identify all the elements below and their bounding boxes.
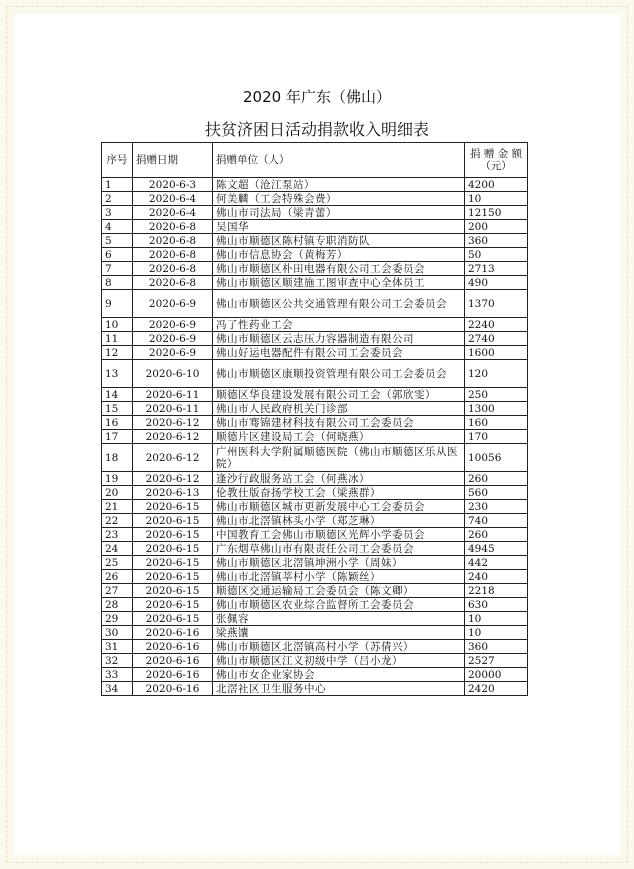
table-row [102,318,528,332]
row-donor: 佛山市信息协会（黄梅芳） [213,248,465,262]
row-donor: 佛山市顺德区公共交通管理有限公司工会委员会 [213,290,465,318]
row-donor: 佛山市顺德区城市更新发展中心工会委员会 [213,500,465,514]
row-donor: 佛山市顺德区陈村镇专职消防队 [213,234,465,248]
row-date: 2020-6-16 [133,626,213,640]
row-amount: 1370 [465,290,528,318]
row-date: 2020-6-15 [133,556,213,570]
row-index: 1 [102,178,133,192]
row-index: 15 [102,402,133,416]
row-donor: 顺德片区建设局工会（何晓燕） [213,430,465,444]
row-index: 2 [102,192,133,206]
row-amount: 160 [465,416,528,430]
row-amount: 2420 [465,682,528,696]
row-donor: 梁燕馕 [213,626,465,640]
row-donor: 逢沙行政服务站工会（何燕冰） [213,472,465,486]
row-amount: 250 [465,388,528,402]
row-index: 9 [102,290,133,318]
row-amount: 10 [465,626,528,640]
table-row [102,248,528,262]
row-amount: 2240 [465,318,528,332]
row-date: 2020-6-16 [133,654,213,668]
row-date: 2020-6-16 [133,640,213,654]
row-index: 12 [102,346,133,360]
row-date: 2020-6-15 [133,528,213,542]
row-amount: 2218 [465,584,528,598]
row-index: 21 [102,500,133,514]
row-date: 2020-6-15 [133,542,213,556]
row-date: 2020-6-4 [133,192,213,206]
row-date: 2020-6-8 [133,248,213,262]
row-index: 13 [102,360,133,388]
header-amount: 捐 赠 金 额（元） [465,143,528,178]
row-date: 2020-6-15 [133,612,213,626]
row-index: 22 [102,514,133,528]
row-amount: 1600 [465,346,528,360]
row-donor: 佛山市顺德区云志压力容器制造有限公司 [213,332,465,346]
donation-table [101,142,528,696]
table-row [102,402,528,416]
table-row [102,598,528,612]
row-index: 30 [102,626,133,640]
row-amount: 10056 [465,444,528,472]
row-amount: 490 [465,276,528,290]
row-index: 16 [102,416,133,430]
table-row [102,332,528,346]
table-row [102,262,528,276]
row-index: 34 [102,682,133,696]
row-donor: 佛山市北滘镇莘村小学（陈颖丝） [213,570,465,584]
row-index: 3 [102,206,133,220]
table-row [102,668,528,682]
table-row [102,640,528,654]
row-donor: 佛山市人民政府机关门诊部 [213,402,465,416]
row-date: 2020-6-10 [133,360,213,388]
row-date: 2020-6-12 [133,416,213,430]
header-donor: 捐赠单位（人） [213,143,465,178]
row-donor: 张佩容 [213,612,465,626]
row-date: 2020-6-15 [133,514,213,528]
row-date: 2020-6-11 [133,402,213,416]
row-amount: 20000 [465,668,528,682]
row-date: 2020-6-15 [133,584,213,598]
row-donor: 陈文超（沧江泵站） [213,178,465,192]
row-date: 2020-6-3 [133,178,213,192]
row-donor: 伦教仕版奋扬学校工会（梁燕群） [213,486,465,500]
row-amount: 50 [465,248,528,262]
row-index: 14 [102,388,133,402]
row-date: 2020-6-4 [133,206,213,220]
row-donor: 佛山市女企业家协会 [213,668,465,682]
row-date: 2020-6-9 [133,332,213,346]
table-row [102,220,528,234]
row-amount: 4945 [465,542,528,556]
row-amount: 260 [465,472,528,486]
row-donor: 佛山市北滘镇林头小学（郑芝琳） [213,514,465,528]
row-date: 2020-6-13 [133,486,213,500]
row-donor: 佛山市顺德区顺建施工图审查中心全体员工 [213,276,465,290]
row-date: 2020-6-12 [133,472,213,486]
table-row [102,430,528,444]
row-donor: 顺德区交通运输局工会委员会（陈文卿） [213,584,465,598]
row-index: 20 [102,486,133,500]
table-header-row [102,143,528,178]
table-row [102,206,528,220]
header-date: 捐赠日期 [133,143,213,178]
table-row [102,234,528,248]
row-amount: 1300 [465,402,528,416]
table-row [102,444,528,472]
row-index: 18 [102,444,133,472]
row-date: 2020-6-8 [133,262,213,276]
row-amount: 2527 [465,654,528,668]
row-index: 27 [102,584,133,598]
row-donor: 佛山市顺德区农业综合监督所工会委员会 [213,598,465,612]
table-row [102,500,528,514]
row-date: 2020-6-11 [133,388,213,402]
document-subtitle: 扶贫济困日活动捐款收入明细表 [204,120,429,139]
table-row [102,276,528,290]
row-donor: 佛山市顺德区康顺投资管理有限公司工会委员会 [213,360,465,388]
row-index: 33 [102,668,133,682]
table-row [102,178,528,192]
row-index: 17 [102,430,133,444]
table-row [102,542,528,556]
row-index: 28 [102,598,133,612]
table-row [102,290,528,318]
table-row [102,472,528,486]
row-amount: 4200 [465,178,528,192]
row-donor: 顺德区华良建设发展有限公司工会（郭欣雯） [213,388,465,402]
row-date: 2020-6-16 [133,668,213,682]
document-title: 2020 年广东（佛山） [243,88,391,106]
row-amount: 442 [465,556,528,570]
row-donor: 佛山好运电器配件有限公司工会委员会 [213,346,465,360]
row-index: 10 [102,318,133,332]
row-amount: 2740 [465,332,528,346]
table-row [102,570,528,584]
row-index: 32 [102,654,133,668]
table-row [102,682,528,696]
table-row [102,360,528,388]
table-row [102,612,528,626]
table-row [102,346,528,360]
row-amount: 120 [465,360,528,388]
row-donor: 中国教育工会佛山市顺德区光辉小学委员会 [213,528,465,542]
table-row [102,388,528,402]
row-date: 2020-6-9 [133,346,213,360]
row-donor: 佛山市顺德区北滘镇坤洲小学（周妹） [213,556,465,570]
table-row [102,192,528,206]
row-index: 23 [102,528,133,542]
table-row [102,486,528,500]
row-donor: 冯了性药业工会 [213,318,465,332]
row-date: 2020-6-8 [133,234,213,248]
row-donor: 何美麟（工会特殊会费） [213,192,465,206]
header-index: 序号 [102,143,133,178]
row-date: 2020-6-15 [133,500,213,514]
table-row [102,416,528,430]
row-index: 29 [102,612,133,626]
row-amount: 360 [465,640,528,654]
row-index: 26 [102,570,133,584]
row-donor: 佛山市司法局（梁青蕾） [213,206,465,220]
row-amount: 630 [465,598,528,612]
table-row [102,528,528,542]
row-amount: 360 [465,234,528,248]
row-amount: 740 [465,514,528,528]
row-amount: 560 [465,486,528,500]
row-index: 11 [102,332,133,346]
row-index: 31 [102,640,133,654]
row-donor: 广东烟草佛山市有限责任公司工会委员会 [213,542,465,556]
row-index: 4 [102,220,133,234]
row-index: 8 [102,276,133,290]
row-date: 2020-6-9 [133,290,213,318]
row-amount: 10 [465,612,528,626]
row-amount: 12150 [465,206,528,220]
row-amount: 10 [465,192,528,206]
row-donor: 佛山市顺德区江义初级中学（吕小龙） [213,654,465,668]
table-row [102,556,528,570]
row-index: 24 [102,542,133,556]
row-date: 2020-6-15 [133,598,213,612]
row-index: 19 [102,472,133,486]
row-index: 5 [102,234,133,248]
row-date: 2020-6-12 [133,444,213,472]
row-amount: 2713 [465,262,528,276]
table-row [102,626,528,640]
row-donor: 吴国华 [213,220,465,234]
row-date: 2020-6-15 [133,570,213,584]
row-donor: 佛山市顺德区北滘镇高村小学（苏倩兴） [213,640,465,654]
row-date: 2020-6-12 [133,430,213,444]
row-donor: 佛山市顺德区朴田电器有限公司工会委员会 [213,262,465,276]
row-amount: 170 [465,430,528,444]
row-amount: 260 [465,528,528,542]
row-donor: 北滘社区卫生服务中心 [213,682,465,696]
row-date: 2020-6-8 [133,276,213,290]
row-date: 2020-6-8 [133,220,213,234]
row-date: 2020-6-16 [133,682,213,696]
table-row [102,514,528,528]
row-date: 2020-6-9 [133,318,213,332]
row-donor: 佛山市骞锦建材科技有限公司工会委员会 [213,416,465,430]
row-amount: 200 [465,220,528,234]
row-donor: 广州医科大学附属顺德医院（佛山市顺德区乐从医院） [213,444,465,472]
table-row [102,654,528,668]
row-index: 6 [102,248,133,262]
table-row [102,584,528,598]
row-amount: 240 [465,570,528,584]
row-amount: 230 [465,500,528,514]
row-index: 7 [102,262,133,276]
row-index: 25 [102,556,133,570]
